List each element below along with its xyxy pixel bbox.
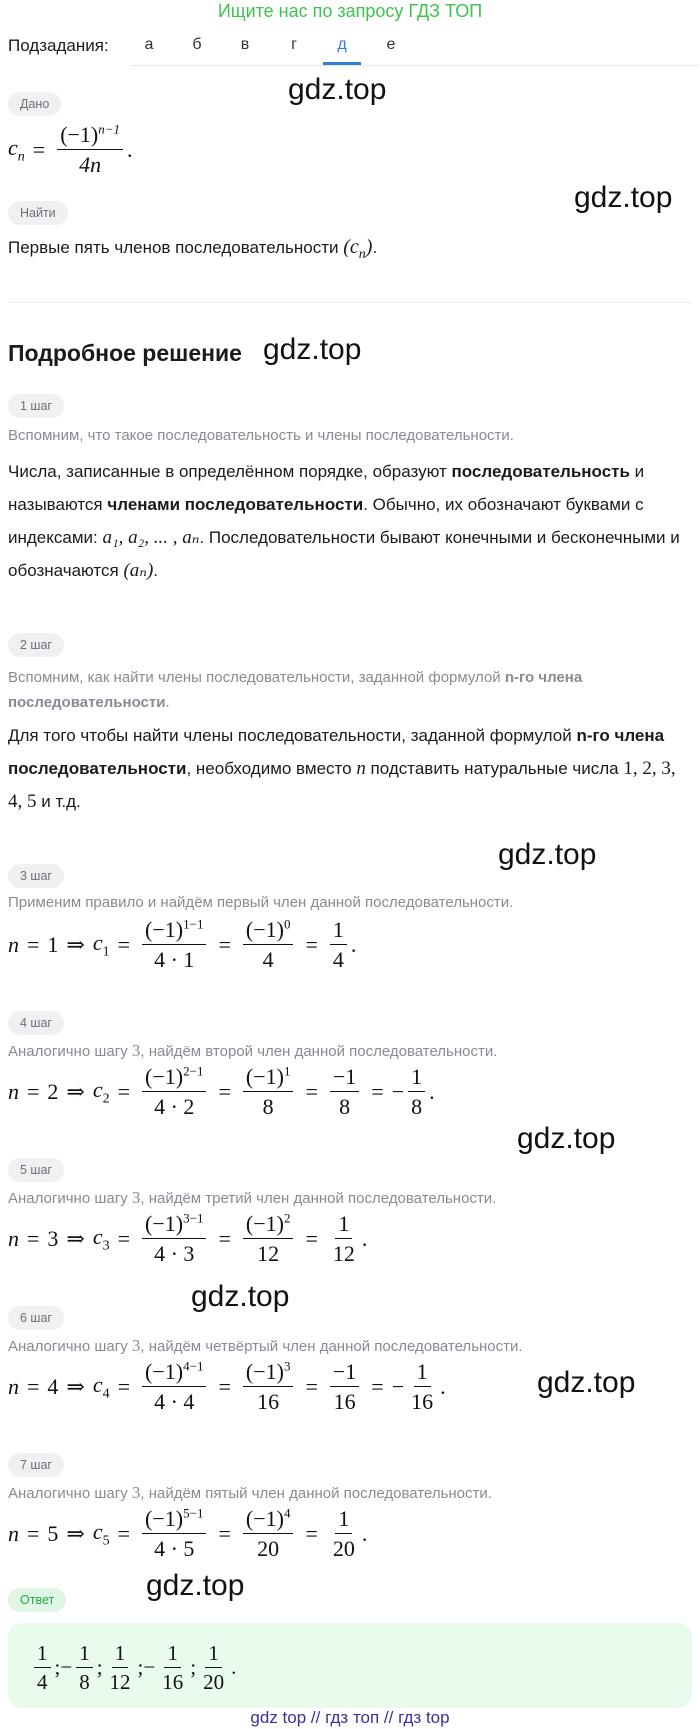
watermark: gdz.top [574, 181, 673, 214]
step-body: Для того чтобы найти члены последовательности, заданной формулой n-го члена последовательности, необходимо вместо n подставить натуральные числа 1, 2, 3, 4, 5 и т.д. [8, 726, 676, 812]
step-pill: 2 шаг [8, 633, 64, 657]
watermark: gdz.top [537, 1366, 636, 1399]
watermark: gdz.top [288, 73, 387, 106]
subtasks-tabs [130, 27, 698, 66]
step-pill: 1 шаг [8, 394, 64, 418]
fraction: $\frac{1}{16}$ [411, 1359, 434, 1415]
find-text: Первые пять членов последовательности $(c_n)$. [8, 236, 378, 262]
divider [8, 302, 692, 303]
step-formula: n = 5 ⇒ $c_5$ = $\frac{(-1)^{5-1}}{4 \cdot 5}$ = $\frac{(-1)^4}{20}$ = $\frac{1}{20}$ . [8, 1505, 368, 1562]
step-pill: 7 шаг [8, 1453, 64, 1477]
fraction: $\frac{(-1)^4}{20}$ [243, 1506, 294, 1562]
step-formula: n = 4 ⇒ $c_4$ = $\frac{(-1)^{4-1}}{4 \cdot 4}$ = $\frac{(-1)^3}{16}$ = $\frac{-1}{16}$ = − $\frac{1}{16}$ . [8, 1358, 446, 1415]
fraction: $\frac{(-1)^{n-1}}{4n}$ [57, 122, 123, 178]
step-hint: Применим правило и найдём первый член данной последовательности. [8, 894, 514, 911]
step-formula: n = 3 ⇒ $c_3$ = $\frac{(-1)^{3-1}}{4 \cdot 3}$ = $\frac{(-1)^2}{12}$ = $\frac{1}{12}$ . [8, 1210, 368, 1267]
watermark: gdz.top [517, 1122, 616, 1155]
search-banner: Ищите нас по запросу ГДЗ ТОП [217, 1, 483, 21]
fraction: $\frac{(-1)^1}{8}$ [243, 1064, 294, 1120]
step-body: Числа, записанные в определённом порядке, образуют последовательность и называются членами последовательности. Обычно, их обозначают буквами с индексами: a₁, a₂, ... , aₙ. Последовательности бывают конечными и бесконечными и обозначаются (aₙ). [8, 462, 680, 581]
fraction: $\frac{(-1)^3}{16}$ [243, 1359, 294, 1415]
fraction: $\frac{-1}{8}$ [330, 1064, 359, 1120]
fraction: $\frac{(-1)^{5-1}}{4 \cdot 5}$ [142, 1506, 206, 1562]
watermark: gdz.top [191, 1280, 290, 1313]
footer-links[interactable]: gdz top // гдз топ // гдз top [250, 1708, 450, 1727]
step-hint: Аналогично шагу 3, найдём четвёртый член данной последовательности. [8, 1336, 523, 1355]
given-formula: $c_n$ = $\frac{(-1)^{n-1}}{4n}$ . [8, 121, 133, 178]
step-pill: 6 шаг [8, 1306, 64, 1330]
fraction: $\frac{1}{16}$ [162, 1641, 184, 1695]
subtasks-label: Подзадания: [8, 36, 109, 55]
fraction: $\frac{(-1)^{1-1}}{4 \cdot 1}$ [142, 917, 206, 973]
answer-pill: Ответ [8, 1588, 66, 1612]
subtask-tab-e[interactable]: е [386, 36, 396, 53]
step-pill: 3 шаг [8, 864, 64, 888]
fraction: $\frac{1}{4}$ [330, 917, 347, 973]
fraction: $\frac{1}{12}$ [109, 1641, 131, 1695]
answer-formula: $\frac{1}{4}$ ; − $\frac{1}{8}$ ; $\frac{1}{12}$ ; − $\frac{1}{16}$ ; $\frac{1}{20}$ . [30, 1641, 236, 1694]
fraction: $\frac{(-1)^{3-1}}{4 \cdot 3}$ [142, 1211, 206, 1267]
fraction: $\frac{-1}{16}$ [330, 1359, 359, 1415]
step-formula: n = 2 ⇒ $c_2$ = $\frac{(-1)^{2-1}}{4 \cdot 2}$ = $\frac{(-1)^1}{8}$ = $\frac{-1}{8}$ = − $\frac{1}{8}$ . [8, 1063, 435, 1120]
watermark: gdz.top [263, 333, 362, 366]
step-pill: 5 шаг [8, 1158, 64, 1182]
fraction: $\frac{1}{20}$ [203, 1641, 225, 1695]
watermark: gdz.top [498, 838, 597, 871]
fraction: $\frac{1}{8}$ [408, 1064, 425, 1120]
fraction: $\frac{(-1)^{2-1}}{4 \cdot 2}$ [142, 1064, 206, 1120]
step-hint: Аналогично шагу 3, найдём третий член данной последовательности. [8, 1188, 497, 1207]
step-hint: Аналогично шагу 3, найдём второй член данной последовательности. [8, 1041, 498, 1060]
answer-box [8, 1623, 692, 1708]
watermark: gdz.top [146, 1569, 245, 1602]
step-formula: n = 1 ⇒ $c_1$ = $\frac{(-1)^{1-1}}{4 \cdot 1}$ = $\frac{(-1)^0}{4}$ = $\frac{1}{4}$ . [8, 916, 357, 973]
step-hint: Вспомним, что такое последовательность и члены последовательности. [8, 427, 514, 444]
step-hint: Аналогично шагу 3, найдём пятый член данной последовательности. [8, 1483, 492, 1502]
fraction: $\frac{1}{20}$ [332, 1506, 355, 1562]
subtask-tab-d[interactable]: д [323, 27, 361, 65]
fraction: $\frac{(-1)^2}{12}$ [243, 1211, 294, 1267]
subtask-tab-g[interactable]: г [291, 36, 297, 53]
fraction: $\frac{(-1)^{4-1}}{4 \cdot 4}$ [142, 1359, 206, 1415]
subtask-tab-b[interactable]: б [192, 36, 202, 53]
subtask-tab-a[interactable]: а [144, 36, 154, 53]
step-pill: 4 шаг [8, 1011, 64, 1035]
step-hint: Вспомним, как найти члены последовательности, заданной формулой n-го члена последовательности. [8, 669, 583, 711]
find-pill: Найти [8, 201, 68, 225]
given-pill: Дано [8, 92, 61, 116]
fraction: $\frac{(-1)^0}{4}$ [243, 917, 294, 973]
subtask-tab-v[interactable]: в [240, 36, 250, 53]
fraction: $\frac{1}{4}$ [34, 1641, 51, 1694]
fraction: $\frac{1}{12}$ [332, 1211, 355, 1267]
solution-heading: Подробное решение [8, 340, 242, 366]
fraction: $\frac{1}{8}$ [76, 1641, 93, 1694]
